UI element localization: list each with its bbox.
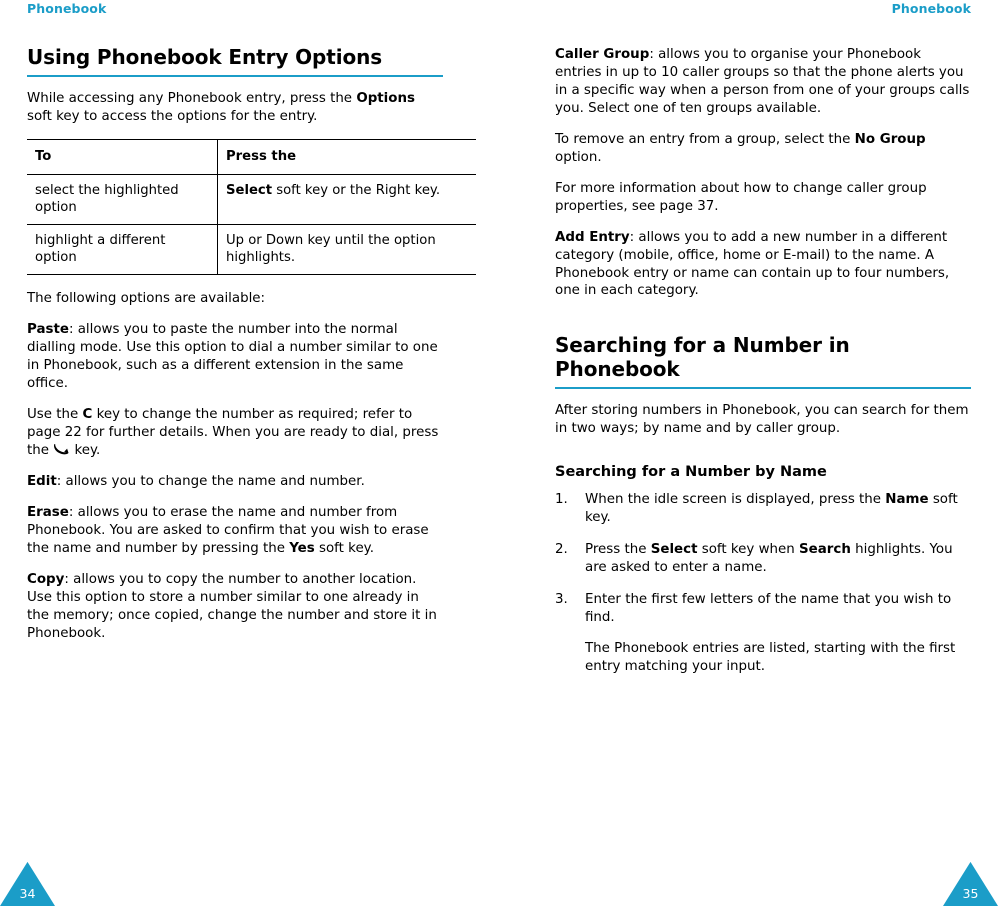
list-item (555, 591, 971, 676)
table-cell-press (218, 174, 477, 224)
table-cell-press (218, 224, 477, 274)
page-right (499, 0, 998, 906)
caller-group-description: : allows you to organise your Phonebook entries in up to 10 caller groups so that the phone alerts you in a specific way when a person from one of your groups calls you. Select one of ten groups available. (555, 47, 970, 116)
paste-label: Paste (27, 322, 69, 338)
edit-paragraph (27, 473, 443, 491)
paste-description: : allows you to paste the number into the normal dialling mode. Use this option to dial a number similar to one in Phonebook, such as a different extension in the same office. (27, 322, 438, 392)
running-head-left: Phonebook (27, 1, 107, 16)
section-title-rule (555, 387, 971, 389)
section-intro-paragraph: After storing numbers in Phonebook, you can search for them in two ways; by name and by caller group. (555, 402, 969, 436)
erase-description-2: soft key. (314, 540, 374, 556)
erase-yes-label: Yes (289, 540, 315, 556)
intro-text-after: soft key to access the options for the entry. (27, 108, 318, 124)
page-number-left (0, 859, 55, 906)
step-bold-2: Search (799, 541, 851, 557)
add-entry-paragraph (555, 229, 971, 301)
c-key-text-2: key to change the number as required; refer to page 22 for further details. When you are ready to dial, press the (27, 407, 439, 458)
list-item (555, 491, 971, 527)
search-steps-list (555, 491, 971, 676)
table-header-to: To (27, 139, 218, 174)
folio-number: 34 (19, 886, 36, 901)
subsection-title: Searching for a Number by Name (555, 463, 827, 480)
intro-options-bold: Options (356, 90, 415, 106)
step-text-1: Press the (585, 541, 651, 557)
list-item (555, 541, 971, 577)
intro-paragraph (27, 90, 443, 126)
following-options-paragraph: The following options are available: (27, 291, 266, 307)
table-header-press: Press the (226, 148, 297, 164)
step-text-3: highlights. You are asked to enter a name. (585, 541, 953, 575)
c-key-label: C (82, 407, 93, 423)
add-entry-description: : allows you to add a new number in a different category (mobile, office, home or E-mail) to the name. A Phonebook entry or name can contain up to four numbers, one in each category. (555, 229, 950, 299)
edit-label: Edit (27, 473, 57, 489)
table-row (27, 174, 476, 224)
right-column-content (555, 46, 971, 690)
copy-label: Copy (27, 571, 65, 587)
step-note: The Phonebook entries are listed, starting with the first entry matching your input. (585, 640, 956, 674)
intro-text-before: While accessing any Phonebook entry, press the (27, 90, 357, 106)
step-text-1: Enter the first few letters of the name that you wish to find. (585, 591, 952, 625)
options-table (27, 139, 476, 276)
table-cell-press-bold: Select (226, 182, 273, 198)
step-bold-1: Select (650, 541, 698, 557)
table-cell-to: select the highlighted option (27, 174, 218, 224)
edit-description: : allows you to change the name and number. (56, 473, 365, 489)
remove-text-2: option. (555, 149, 602, 165)
left-column-content (27, 46, 443, 656)
copy-paragraph (27, 571, 443, 643)
caller-group-label: Caller Group (555, 47, 650, 62)
more-info-paragraph: For more information about how to change caller group properties, see page 37. (555, 180, 927, 214)
copy-description: : allows you to copy the number to another location. Use this option to store a number similar to one already in the memory; once copied, change the number and store it in Phonebook. (27, 571, 437, 641)
erase-label: Erase (27, 504, 69, 520)
remove-entry-paragraph (555, 131, 971, 167)
step-text-2: soft key when (697, 541, 800, 557)
step-bold-1: Name (885, 491, 929, 507)
step-number: 1. (555, 491, 568, 507)
erase-paragraph (27, 504, 443, 558)
c-key-paragraph (27, 406, 443, 460)
c-key-text-3: key. (70, 442, 101, 458)
table-header-row (27, 139, 476, 174)
paste-paragraph (27, 321, 443, 393)
page-title: Using Phonebook Entry Options (27, 45, 383, 69)
table-cell-press-rest: Up or Down key until the option highlights. (226, 232, 436, 266)
table-row (27, 224, 476, 274)
remove-text-1: To remove an entry from a group, select the (555, 131, 855, 147)
title-rule (27, 75, 443, 77)
erase-description-1: : allows you to erase the name and number from Phonebook. You are asked to confirm that you wish to erase the name and number by pressing the (27, 504, 429, 556)
running-head-right: Phonebook (891, 1, 971, 16)
step-number: 2. (555, 541, 568, 557)
phone-send-key-icon (54, 443, 69, 455)
c-key-text-1: Use the (27, 407, 83, 423)
step-text-2: soft key. (585, 491, 958, 525)
caller-group-paragraph (555, 46, 971, 118)
folio-number: 35 (962, 886, 979, 901)
no-group-label: No Group (854, 131, 926, 147)
page-number-right (943, 859, 998, 906)
table-cell-to: highlight a different option (27, 224, 218, 274)
step-text-1: When the idle screen is displayed, press the (585, 491, 886, 507)
section-title: Searching for a Number in Phonebook (555, 333, 850, 382)
add-entry-label: Add Entry (555, 229, 630, 245)
table-cell-press-rest: soft key or the Right key. (272, 182, 441, 198)
step-number: 3. (555, 591, 568, 607)
